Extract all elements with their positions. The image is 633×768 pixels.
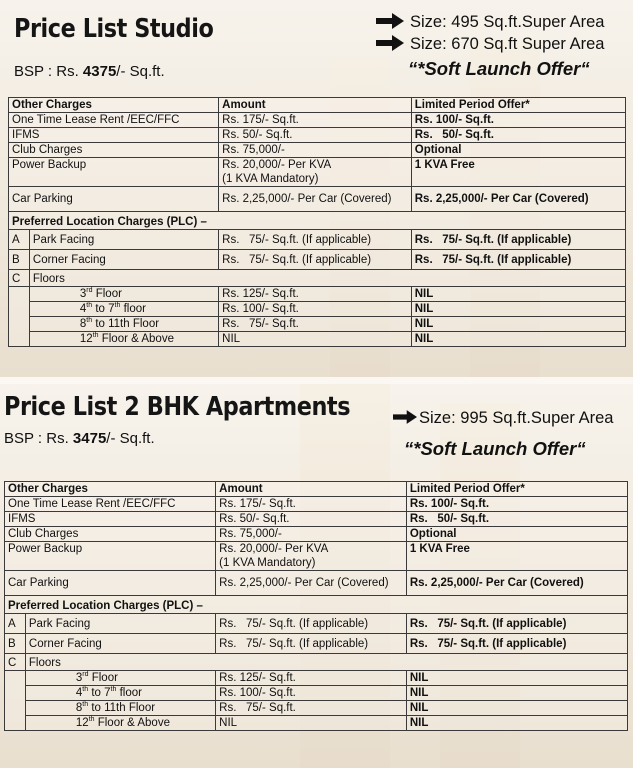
plc-offer: Rs. 75/- Sq.ft. (If applicable) [406, 634, 627, 654]
floor-label: 3rd Floor [29, 287, 218, 302]
charge-label: One Time Lease Rent /EEC/FFC [5, 497, 216, 512]
studio-price-panel [0, 0, 633, 377]
charge-offer: Rs. 2,25,000/- Per Car (Covered) [411, 187, 625, 212]
plc-letter: B [9, 250, 30, 270]
spacer-cell [5, 671, 26, 686]
table-row [5, 634, 628, 654]
charge-amount: Rs. 2,25,000/- Per Car (Covered) [216, 571, 407, 596]
header-cell: Amount [216, 482, 407, 497]
floor-offer: NIL [411, 317, 625, 332]
charge-label: One Time Lease Rent /EEC/FFC [9, 113, 219, 128]
charge-label: Club Charges [5, 527, 216, 542]
charge-amount: Rs. 2,25,000/- Per Car (Covered) [219, 187, 412, 212]
panel-separator [0, 377, 633, 384]
floor-amount: Rs. 100/- Sq.ft. [219, 302, 412, 317]
plc-letter: A [9, 230, 30, 250]
table-row [5, 701, 628, 716]
table-header-row [9, 98, 626, 113]
table-row [5, 527, 628, 542]
table-row [9, 287, 626, 302]
2bhk-price-panel [0, 384, 633, 768]
charge-label: Power Backup [5, 542, 216, 571]
floor-offer: NIL [406, 716, 627, 731]
page-title: Price List Studio [14, 14, 214, 44]
floor-label: 12th Floor & Above [25, 716, 215, 731]
table-row [9, 332, 626, 347]
floor-amount: Rs. 75/- Sq.ft. [216, 701, 407, 716]
table-row [9, 270, 626, 287]
plc-label: Park Facing [25, 614, 215, 634]
size-line: Size: 995 Sq.ft.Super Area [393, 409, 613, 428]
floor-amount: NIL [216, 716, 407, 731]
plc-title-row [5, 596, 628, 614]
floors-label: Floors [25, 654, 627, 671]
floor-amount: Rs. 125/- Sq.ft. [219, 287, 412, 302]
plc-title: Preferred Location Charges (PLC) – [5, 596, 628, 614]
plc-label: Park Facing [29, 230, 218, 250]
charge-amount: Rs. 20,000/- Per KVA (1 KVA Mandatory) [219, 158, 412, 187]
charge-amount: Rs. 175/- Sq.ft. [219, 113, 412, 128]
plc-amount: Rs. 75/- Sq.ft. (If applicable) [216, 614, 407, 634]
charge-offer: Optional [406, 527, 627, 542]
plc-offer: Rs. 75/- Sq.ft. (If applicable) [411, 230, 625, 250]
plc-letter: C [9, 270, 30, 287]
table-row [9, 158, 626, 187]
table-row [5, 654, 628, 671]
size-line: Size: 670 Sq.ft Super Area [376, 35, 604, 54]
soft-launch-offer: “*Soft Launch Offer“ [404, 438, 586, 459]
plc-amount: Rs. 75/- Sq.ft. (If applicable) [219, 250, 412, 270]
floor-offer: NIL [411, 332, 625, 347]
charge-amount: Rs. 75,000/- [219, 143, 412, 158]
floor-label: 8th to 11th Floor [29, 317, 218, 332]
page-title: Price List 2 BHK Apartments [4, 392, 351, 422]
table-header-row [5, 482, 628, 497]
spacer-cell [5, 686, 26, 701]
table-row [9, 187, 626, 212]
bsp-rate: BSP : Rs. 4375/- Sq.ft. [14, 63, 165, 80]
plc-amount: Rs. 75/- Sq.ft. (If applicable) [219, 230, 412, 250]
plc-offer: Rs. 75/- Sq.ft. (If applicable) [406, 614, 627, 634]
charge-offer: Optional [411, 143, 625, 158]
table-row [9, 250, 626, 270]
right-arrow-icon [393, 409, 417, 425]
right-arrow-icon [376, 13, 404, 29]
price-table [8, 97, 626, 347]
floor-offer: NIL [406, 671, 627, 686]
floor-label: 4th to 7th floor [25, 686, 215, 701]
charge-amount: Rs. 75,000/- [216, 527, 407, 542]
floor-offer: NIL [411, 302, 625, 317]
charge-offer: 1 KVA Free [406, 542, 627, 571]
plc-letter: A [5, 614, 26, 634]
header-cell: Other Charges [9, 98, 219, 113]
table-row [5, 614, 628, 634]
soft-launch-offer: “*Soft Launch Offer“ [408, 58, 590, 79]
floors-label: Floors [29, 270, 625, 287]
table-row [9, 128, 626, 143]
floor-offer: NIL [411, 287, 625, 302]
floor-amount: NIL [219, 332, 412, 347]
charge-offer: Rs. 2,25,000/- Per Car (Covered) [406, 571, 627, 596]
table-row [9, 143, 626, 158]
charge-label: Car Parking [9, 187, 219, 212]
table-row [5, 542, 628, 571]
bsp-rate: BSP : Rs. 3475/- Sq.ft. [4, 430, 155, 447]
table-row [9, 113, 626, 128]
floor-offer: NIL [406, 701, 627, 716]
plc-amount: Rs. 75/- Sq.ft. (If applicable) [216, 634, 407, 654]
table-row [5, 512, 628, 527]
floor-amount: Rs. 75/- Sq.ft. [219, 317, 412, 332]
charge-label: Club Charges [9, 143, 219, 158]
table-row [5, 716, 628, 731]
plc-offer: Rs. 75/- Sq.ft. (If applicable) [411, 250, 625, 270]
plc-letter: C [5, 654, 26, 671]
charge-offer: Rs. 100/- Sq.ft. [411, 113, 625, 128]
plc-title-row [9, 212, 626, 230]
charge-amount: Rs. 50/- Sq.ft. [216, 512, 407, 527]
charge-amount: Rs. 20,000/- Per KVA (1 KVA Mandatory) [216, 542, 407, 571]
plc-title: Preferred Location Charges (PLC) – [9, 212, 626, 230]
spacer-cell [9, 332, 30, 347]
floor-label: 4th to 7th floor [29, 302, 218, 317]
spacer-cell [9, 287, 30, 302]
header-cell: Amount [219, 98, 412, 113]
floor-amount: Rs. 125/- Sq.ft. [216, 671, 407, 686]
table-row [9, 317, 626, 332]
charge-amount: Rs. 50/- Sq.ft. [219, 128, 412, 143]
spacer-cell [5, 701, 26, 716]
plc-letter: B [5, 634, 26, 654]
table-row [5, 497, 628, 512]
header-cell: Limited Period Offer* [411, 98, 625, 113]
plc-label: Corner Facing [25, 634, 215, 654]
charge-label: IFMS [9, 128, 219, 143]
floor-label: 8th to 11th Floor [25, 701, 215, 716]
table-row [9, 302, 626, 317]
price-table [4, 481, 628, 731]
charge-offer: 1 KVA Free [411, 158, 625, 187]
charge-label: Car Parking [5, 571, 216, 596]
header-cell: Limited Period Offer* [406, 482, 627, 497]
floor-label: 3rd Floor [25, 671, 215, 686]
charge-label: Power Backup [9, 158, 219, 187]
plc-label: Corner Facing [29, 250, 218, 270]
table-row [5, 671, 628, 686]
table-row [9, 230, 626, 250]
table-row [5, 571, 628, 596]
charge-offer: Rs. 100/- Sq.ft. [406, 497, 627, 512]
charge-amount: Rs. 175/- Sq.ft. [216, 497, 407, 512]
right-arrow-icon [376, 35, 404, 51]
floor-amount: Rs. 100/- Sq.ft. [216, 686, 407, 701]
size-line: Size: 495 Sq.ft.Super Area [376, 13, 604, 32]
header-cell: Other Charges [5, 482, 216, 497]
floor-label: 12th Floor & Above [29, 332, 218, 347]
floor-offer: NIL [406, 686, 627, 701]
table-row [5, 686, 628, 701]
charge-offer: Rs. 50/- Sq.ft. [411, 128, 625, 143]
charge-offer: Rs. 50/- Sq.ft. [406, 512, 627, 527]
spacer-cell [9, 317, 30, 332]
spacer-cell [9, 302, 30, 317]
spacer-cell [5, 716, 26, 731]
charge-label: IFMS [5, 512, 216, 527]
